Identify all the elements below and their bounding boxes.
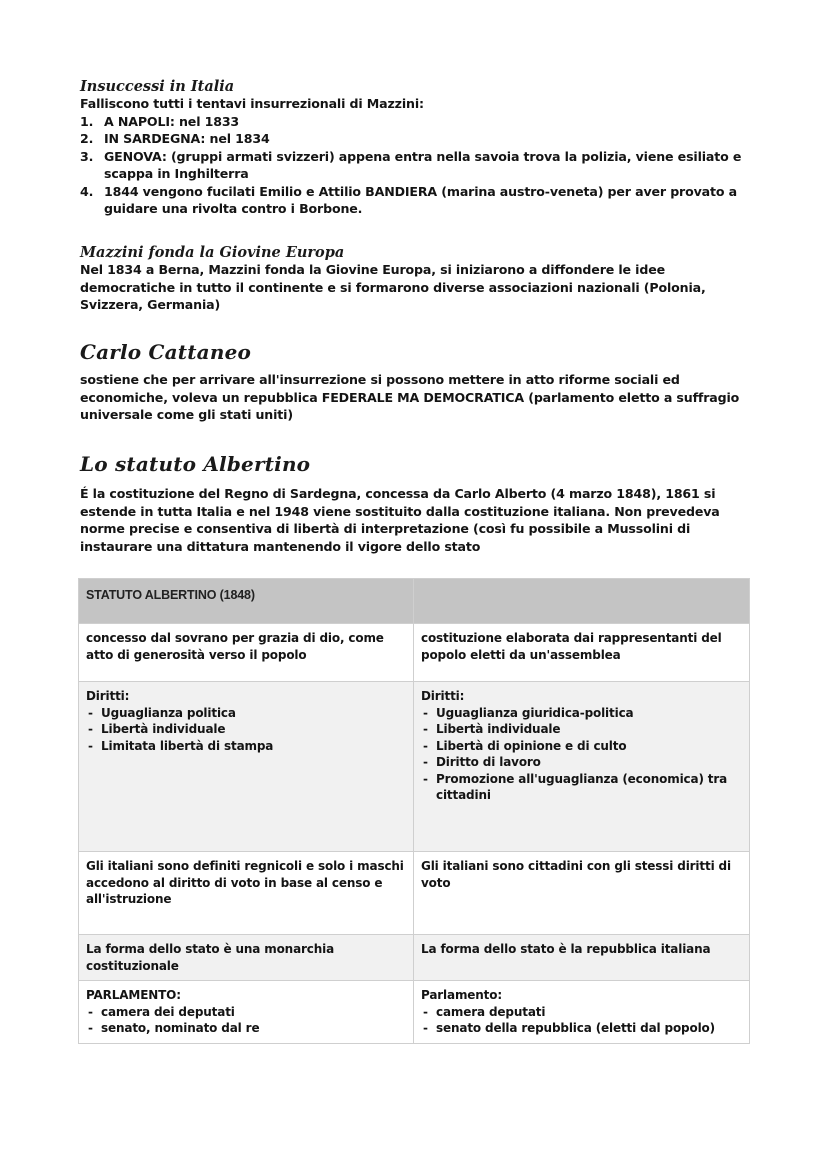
insuccessi-list bbox=[80, 113, 750, 218]
list-item: 2. IN SARDEGNA: nel 1834 bbox=[80, 131, 270, 146]
list-item: - Uguaglianza giuridica-politica bbox=[421, 705, 742, 722]
table-row bbox=[79, 935, 750, 981]
table-header-left: STATUTO ALBERTINO (1848) bbox=[79, 579, 414, 624]
section-text: sostiene che per arrivare all'insurrezione si possono mettere in atto riforme sociali ed economiche, voleva un repubblica FEDERALE MA DEMOCRATICA (parlamento eletto a suffragio universale come gli stati uniti) bbox=[80, 372, 740, 422]
table-header-right bbox=[414, 579, 750, 624]
table-cell: Gli italiani sono definiti regnicoli e solo i maschi accedono al diritto di voto in base al censo e all'istruzione bbox=[79, 852, 414, 935]
list-item: - Promozione all'uguaglianza (economica) tra cittadini bbox=[421, 771, 742, 804]
table-cell bbox=[414, 981, 750, 1044]
section-title: Insuccessi in Italia bbox=[80, 78, 235, 95]
cell-label: Diritti: bbox=[86, 689, 130, 703]
table-cell: concesso dal sovrano per grazia di dio, come atto di generosità verso il popolo bbox=[79, 624, 414, 682]
table-cell bbox=[79, 682, 414, 852]
table-cell bbox=[79, 981, 414, 1044]
parliament-list bbox=[86, 1004, 406, 1037]
list-item: - senato, nominato dal re bbox=[86, 1020, 406, 1037]
list-item: - Diritto di lavoro bbox=[421, 754, 742, 771]
cell-label: Parlamento: bbox=[421, 988, 503, 1002]
list-item: - Libertà di opinione e di culto bbox=[421, 738, 742, 755]
section-text: É la costituzione del Regno di Sardegna, concessa da Carlo Alberto (4 marzo 1848), 1861 si estende in tutta Italia e nel 1948 viene sostituito dalla costituzione italiana. Non prevedeva norme precise e consentiva di libertà di interpretazione (così fu possibile a Mussolini di instaurare una dittatura mantenendo il vigore dello stato bbox=[80, 486, 720, 554]
table-row bbox=[79, 682, 750, 852]
table-cell: Gli italiani sono cittadini con gli stessi diritti di voto bbox=[414, 852, 750, 935]
list-item: - camera dei deputati bbox=[86, 1004, 406, 1021]
list-item: 1. A NAPOLI: nel 1833 bbox=[80, 113, 240, 129]
list-item: - Uguaglianza politica bbox=[86, 705, 406, 722]
list-item: 4. 1844 vengono fucilati Emilio e Attilio BANDIERA (marina austro-veneta) per aver provato a guidare una rivolta contro i Borbone. bbox=[80, 183, 737, 216]
table-cell: La forma dello stato è la repubblica italiana bbox=[414, 935, 750, 981]
cell-label: PARLAMENTO: bbox=[86, 988, 181, 1002]
statuto-comparison-table bbox=[78, 578, 750, 1044]
section-title: Lo statuto Albertino bbox=[80, 452, 311, 476]
list-item: - camera deputati bbox=[421, 1004, 742, 1021]
list-item: - Libertà individuale bbox=[421, 721, 742, 738]
section-insuccessi bbox=[80, 78, 750, 218]
section-intro: Falliscono tutti i tentavi insurrezionali di Mazzini: bbox=[80, 96, 424, 111]
section-title: Mazzini fonda la Giovine Europa bbox=[80, 244, 345, 261]
section-statuto bbox=[80, 452, 750, 555]
list-item: - Limitata libertà di stampa bbox=[86, 738, 406, 755]
table-header-row bbox=[79, 579, 750, 624]
list-item: - Libertà individuale bbox=[86, 721, 406, 738]
cell-label: Diritti: bbox=[421, 689, 465, 703]
table-row bbox=[79, 852, 750, 935]
parliament-list bbox=[421, 1004, 742, 1037]
section-title: Carlo Cattaneo bbox=[80, 340, 252, 364]
section-text: Nel 1834 a Berna, Mazzini fonda la Giovine Europa, si iniziarono a diffondere le idee democratiche in tutto il continente e si formarono diverse associazioni nazionali (Polonia, Svizzera, Germania) bbox=[80, 262, 706, 312]
list-item: 3. GENOVA: (gruppi armati svizzeri) appena entra nella savoia trova la polizia, viene esiliato e scappa in Inghilterra bbox=[80, 148, 742, 181]
section-cattaneo bbox=[80, 340, 750, 424]
list-item: - senato della repubblica (eletti dal popolo) bbox=[421, 1020, 742, 1037]
table-row bbox=[79, 981, 750, 1044]
rights-list bbox=[86, 705, 406, 755]
table-row bbox=[79, 624, 750, 682]
table-cell bbox=[414, 682, 750, 852]
rights-list bbox=[421, 705, 742, 804]
table-cell: costituzione elaborata dai rappresentanti del popolo eletti da un'assemblea bbox=[414, 624, 750, 682]
section-giovine-europa bbox=[80, 244, 750, 314]
table-cell: La forma dello stato è una monarchia costituzionale bbox=[79, 935, 414, 981]
